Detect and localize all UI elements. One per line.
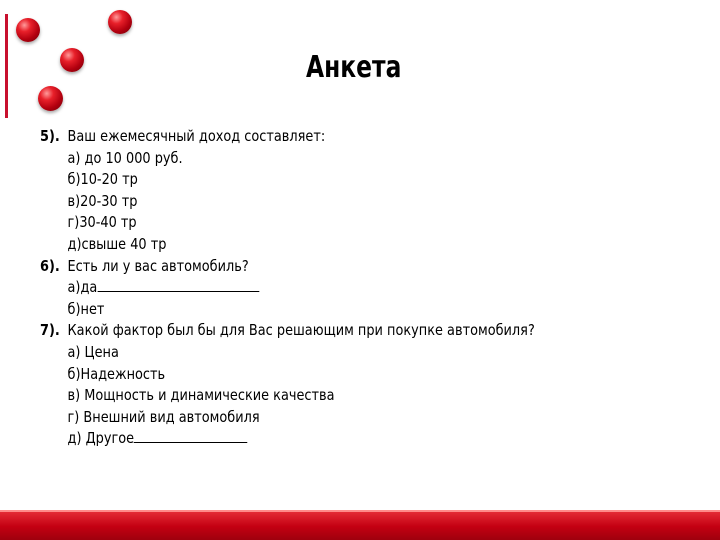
- bottom-bar-highlight: [0, 510, 720, 512]
- option-text: г) Внешний вид автомобиля: [67, 407, 260, 426]
- answer-option: [40, 148, 608, 170]
- question-number: 6).: [40, 256, 60, 275]
- question-line: [40, 256, 608, 278]
- question-number: 7).: [40, 321, 60, 340]
- option-text: д) Другое: [67, 429, 135, 448]
- option-text: а) Цена: [67, 342, 119, 361]
- answer-option: [40, 299, 608, 321]
- answer-option: [40, 407, 608, 429]
- answer-option: [40, 385, 608, 407]
- option-text: б)Надежность: [67, 364, 166, 383]
- answer-option: [40, 169, 608, 191]
- answer-option: [40, 191, 608, 213]
- answer-option: [40, 364, 608, 386]
- option-text: а)да: [67, 278, 98, 297]
- red-ball-decoration: [38, 86, 63, 111]
- option-text: б)нет: [67, 299, 105, 318]
- red-ball-decoration: [16, 18, 40, 42]
- questionnaire-body: [40, 126, 700, 450]
- slide-title: Анкета: [306, 50, 402, 85]
- question-text: Ваш ежемесячный доход составляет:: [67, 127, 326, 145]
- fill-in-blank-line[interactable]: [134, 428, 248, 443]
- fill-in-blank-line[interactable]: [97, 277, 259, 292]
- answer-option: [40, 277, 608, 299]
- question-line: [40, 126, 608, 148]
- option-text: в) Мощность и динамические качества: [67, 386, 335, 405]
- answer-option: [40, 342, 608, 364]
- red-ball-decoration: [108, 10, 132, 34]
- answer-option: [40, 428, 608, 450]
- question-text: Какой фактор был бы для Вас решающим при покупке автомобиля?: [67, 321, 535, 340]
- red-ball-decoration: [60, 48, 84, 72]
- option-text: г)30-40 тр: [67, 213, 137, 232]
- option-text: д)свыше 40 тр: [67, 234, 167, 253]
- question-number: 5).: [40, 127, 60, 145]
- answer-option: [40, 212, 608, 234]
- answer-option: [40, 234, 608, 256]
- option-text: а) до 10 000 руб.: [67, 148, 183, 167]
- bottom-bar: [0, 510, 720, 540]
- question-text: Есть ли у вас автомобиль?: [67, 256, 249, 275]
- red-accent-line: [5, 14, 8, 118]
- option-text: б)10-20 тр: [67, 170, 138, 189]
- option-text: в)20-30 тр: [67, 191, 138, 210]
- question-line: [40, 320, 608, 342]
